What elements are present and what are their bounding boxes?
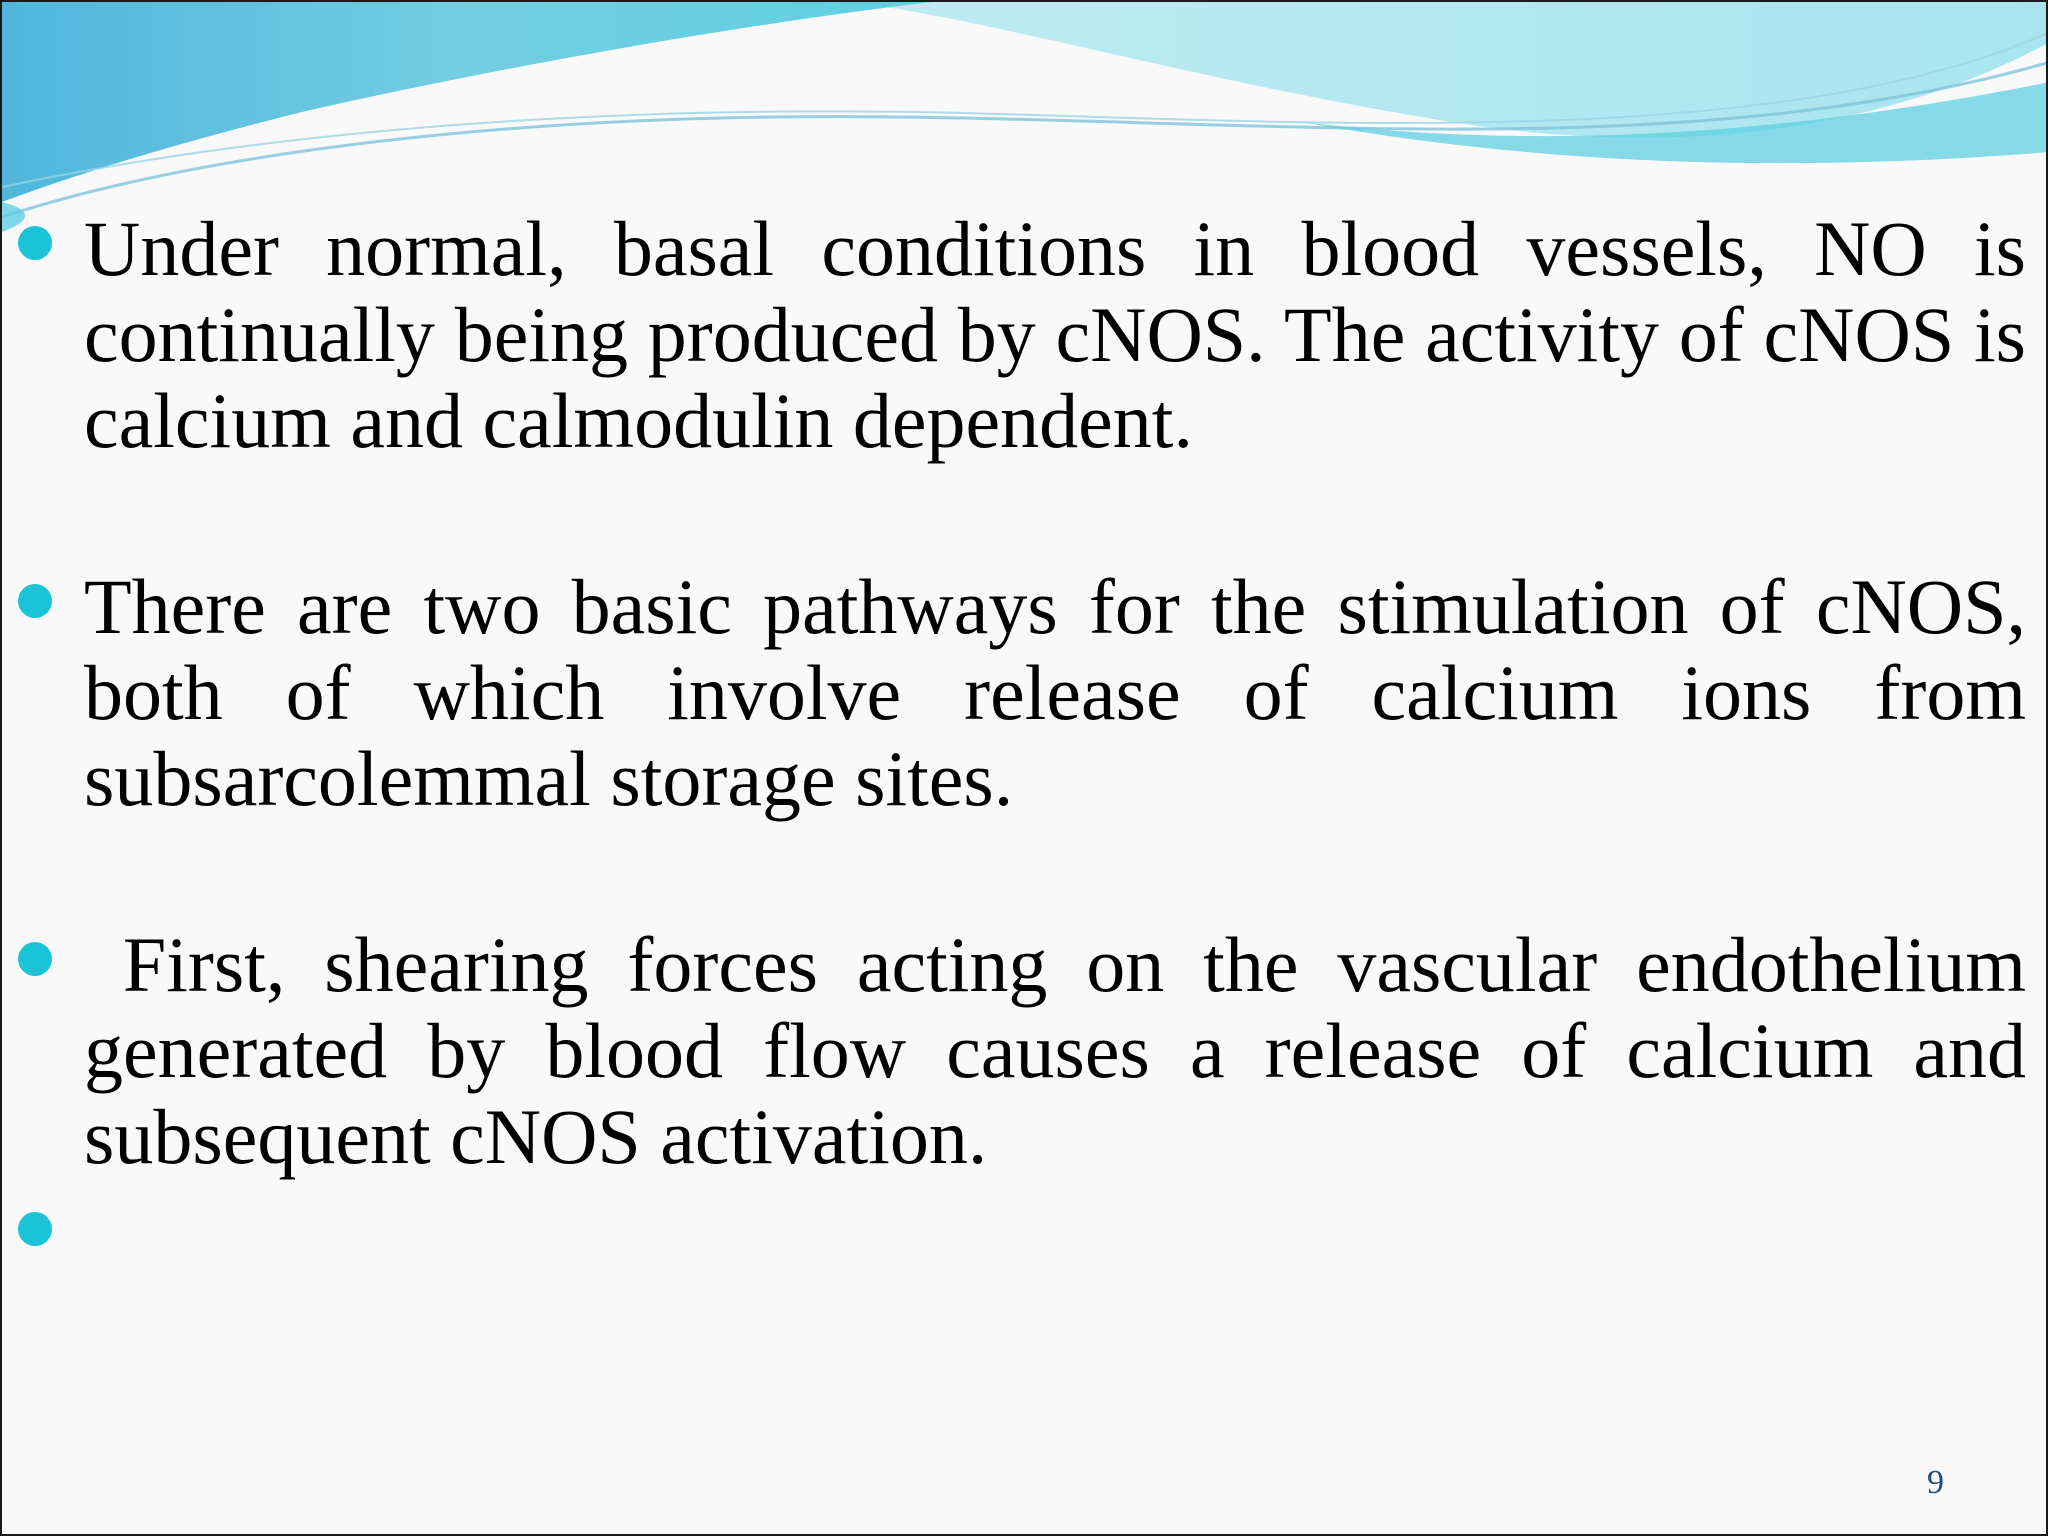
bullet-dot-icon — [18, 226, 52, 260]
bullet-dot-icon — [18, 584, 52, 618]
bullet-item — [84, 564, 2026, 822]
bullet-item-empty — [84, 1192, 2026, 1278]
bullet-dot-icon — [18, 942, 52, 976]
bullet-text: First, shearing forces acting on the vascular endothelium generated by blood flow causes a release of calcium and subsequent cNOS activation. — [84, 921, 2046, 1180]
bullet-text: Under normal, basal conditions in blood vessels, NO is continually being produced by cNOS. The activity of cNOS is calcium and calmodulin dependent. — [84, 205, 2026, 464]
bullet-item — [84, 206, 2026, 464]
bullet-dot-icon — [18, 1212, 52, 1246]
bullet-list — [84, 205, 2046, 1278]
bullet-text: There are two basic pathways for the stimulation of cNOS, both of which involve release of calcium ions from subsarcolemmal storage sites. — [84, 563, 2026, 822]
bullet-item — [84, 921, 2046, 1180]
page-number: 9 — [1927, 1464, 1944, 1501]
